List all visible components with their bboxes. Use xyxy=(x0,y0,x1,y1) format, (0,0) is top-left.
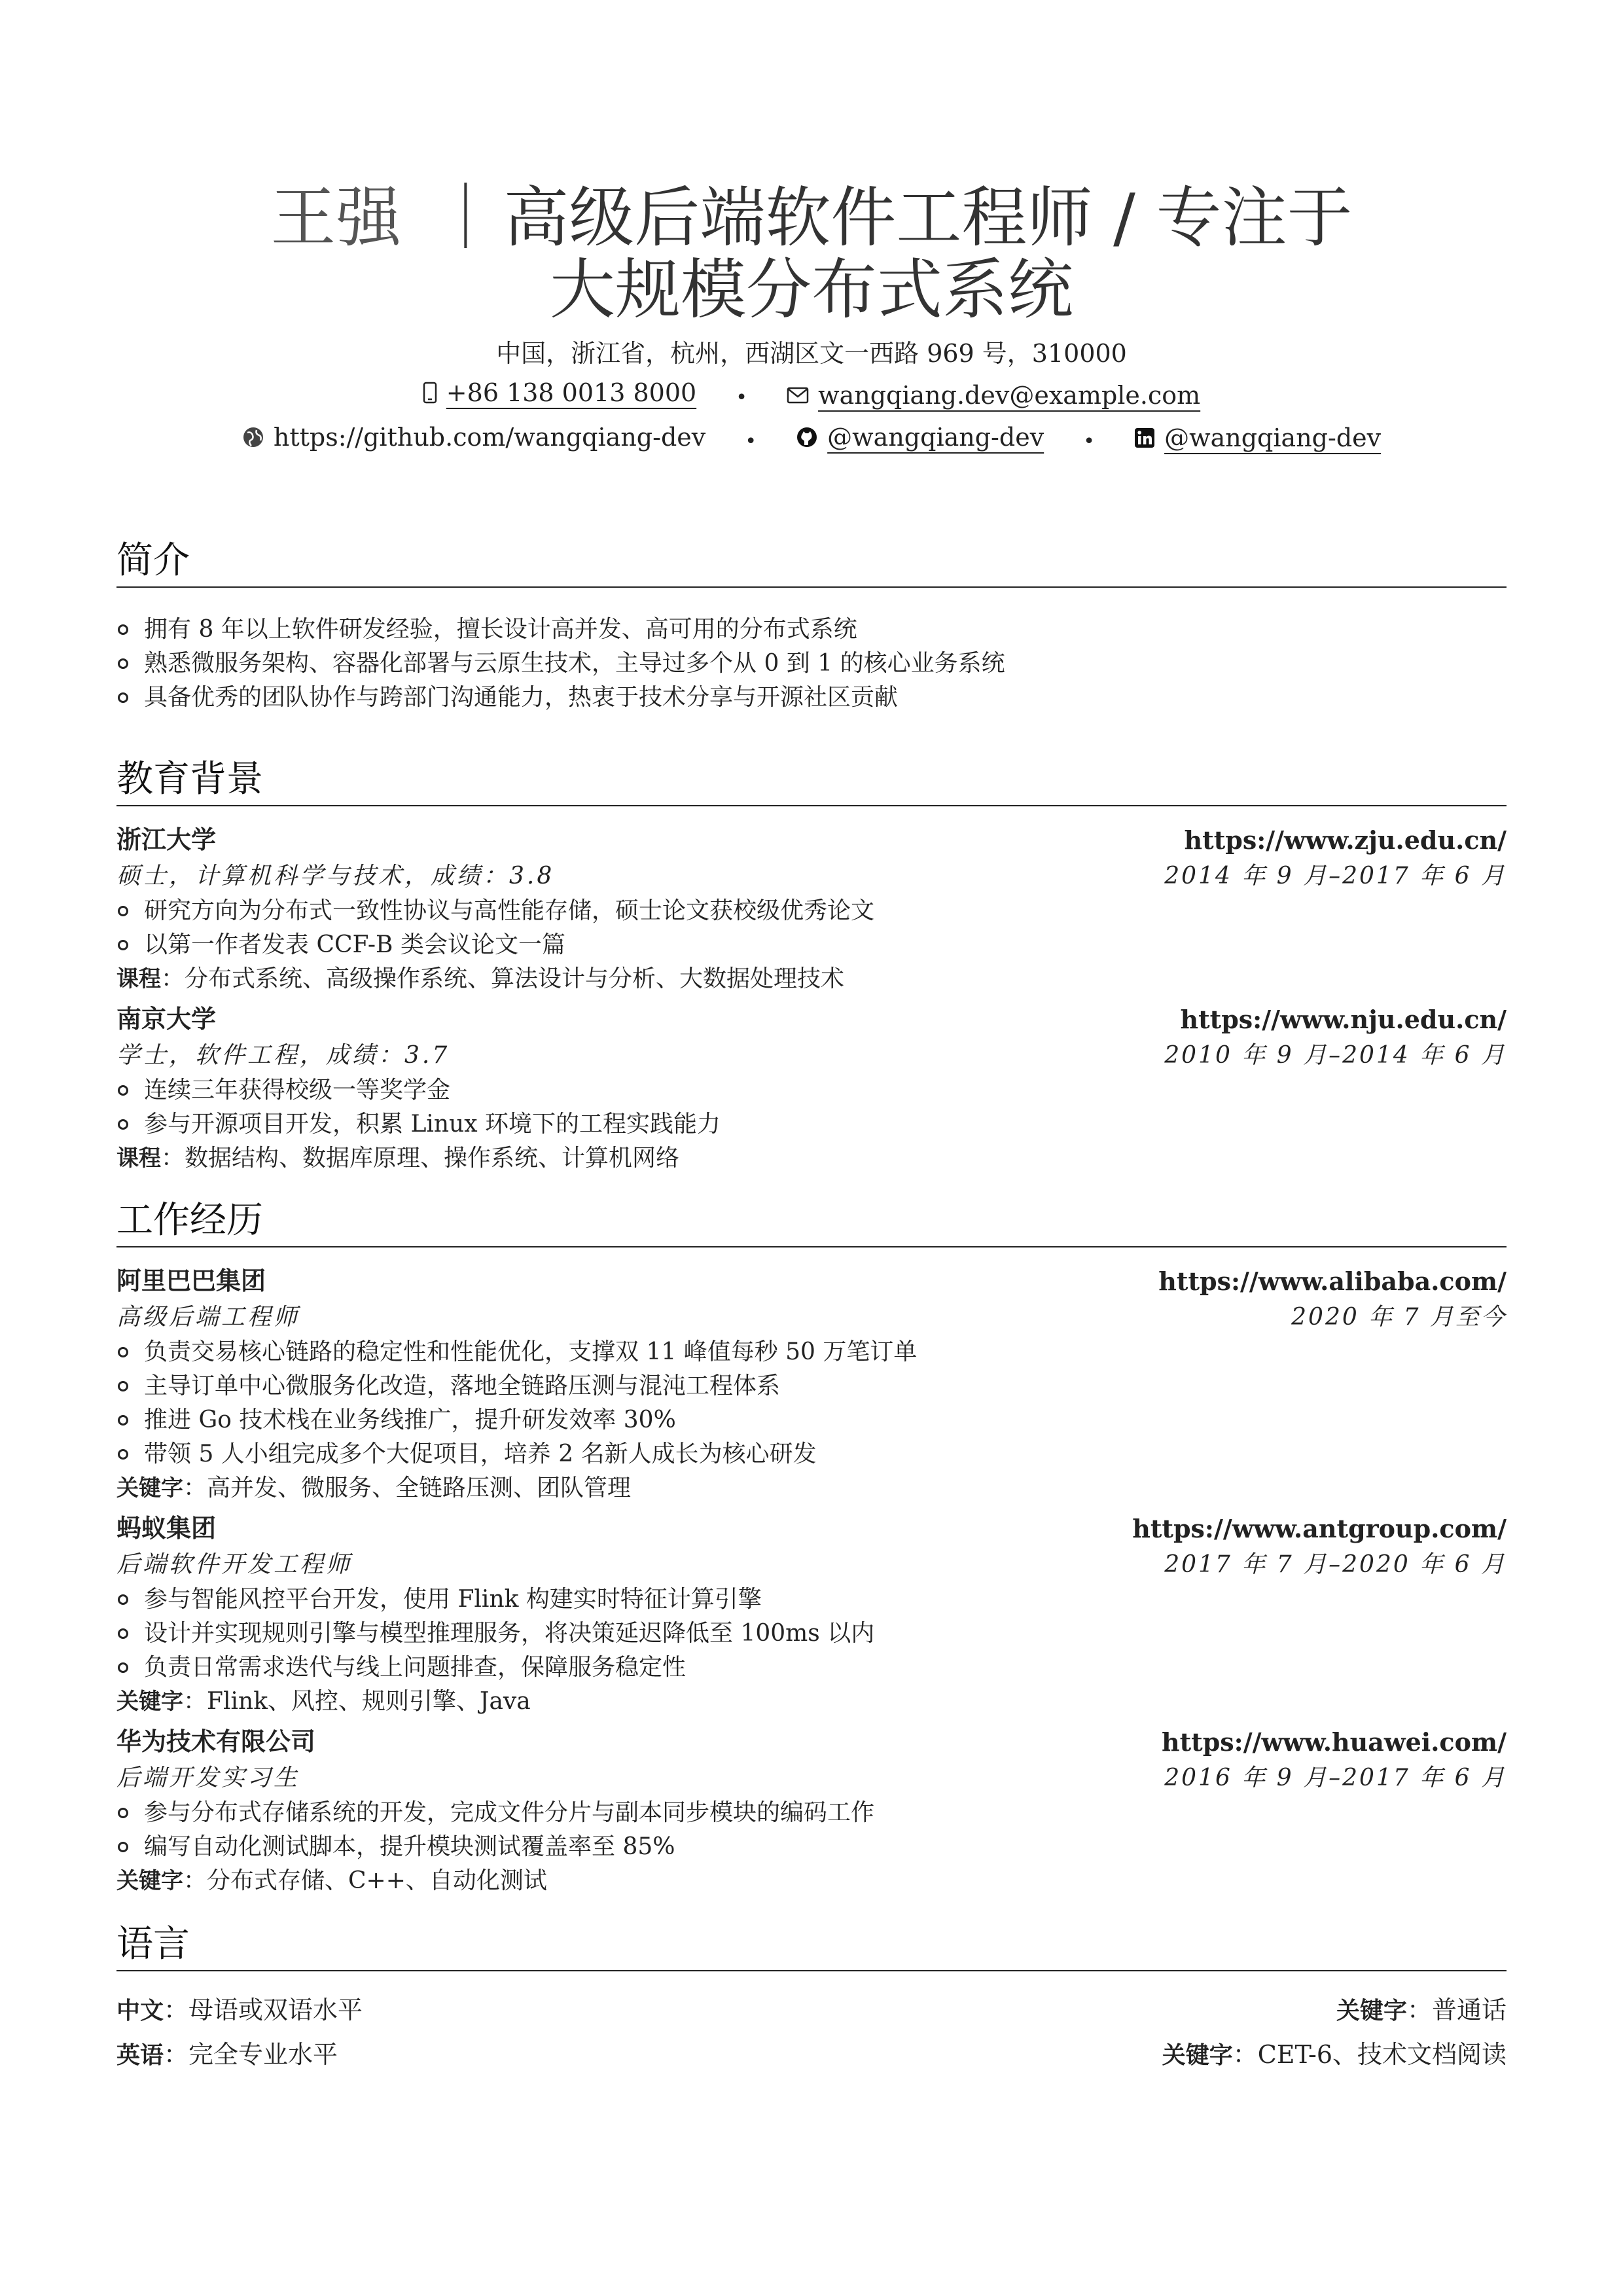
work-entry-antgroup xyxy=(116,1511,1507,1719)
degree-info xyxy=(116,1037,450,1073)
education-entry-zju xyxy=(116,822,1507,996)
list-item: 推进 Go 技术栈在业务线推广，提升研发效率 30% xyxy=(116,1403,1507,1437)
keyword-label: 关键字 xyxy=(116,1689,183,1715)
education-entry-nju xyxy=(116,1001,1507,1175)
phone-contact[interactable] xyxy=(423,373,696,412)
person-name: 王强 xyxy=(270,179,402,256)
section-title-summary: 简介 xyxy=(116,538,1507,588)
github-icon xyxy=(796,426,818,448)
list-item: 连续三年获得校级一等奖学金 xyxy=(116,1073,1507,1107)
gpa-value: 3.7 xyxy=(404,1042,450,1069)
keyword-line xyxy=(116,1685,1507,1719)
list-item: 以第一作者发表 CCF-B 类会议论文一篇 xyxy=(116,928,1507,962)
email-contact[interactable] xyxy=(787,376,1200,415)
date-range: 2020 年 7 月至今 xyxy=(1291,1304,1507,1331)
title-separator: ｜ xyxy=(433,179,499,256)
keyword-line xyxy=(116,1864,1507,1898)
keyword-label: 关键字 xyxy=(116,1868,183,1894)
keyword-line xyxy=(116,1471,1507,1505)
phone-icon xyxy=(423,382,437,404)
school-name: 南京大学 xyxy=(116,1005,217,1033)
header-title-line2: 大规模分布式系统 xyxy=(550,251,1073,328)
list-item: 编写自动化测试脚本，提升模块测试覆盖率至 85% xyxy=(116,1830,1507,1864)
list-item: 负责日常需求迭代与线上问题排查，保障服务稳定性 xyxy=(116,1651,1507,1685)
keyword-list: ：Flink、风控、规则引擎、Java xyxy=(183,1688,531,1715)
list-item: 主导订单中心微服务化改造，落地全链路压测与混沌工程体系 xyxy=(116,1369,1507,1403)
language-list xyxy=(116,1988,1507,2077)
language-keywords xyxy=(1162,2033,1507,2077)
keyword-list: ：分布式存储、C++、自动化测试 xyxy=(183,1867,547,1894)
language-row xyxy=(116,2033,1507,2077)
company-url[interactable]: https://www.huawei.com/ xyxy=(1161,1727,1507,1757)
header-title-line1 xyxy=(0,179,1623,256)
address: 中国，浙江省，杭州，西湖区文一西路 969 号，310000 xyxy=(496,339,1127,368)
keyword-label: 关键字 xyxy=(1336,1998,1407,2024)
section-title-languages: 语言 xyxy=(116,1922,1507,1971)
language-level-text: ：完全专业水平 xyxy=(164,2040,338,2069)
list-item: 具备优秀的团队协作与跨部门沟通能力，热衷于技术分享与开源社区贡献 xyxy=(116,681,1507,715)
email-address: wangqiang.dev@example.com xyxy=(818,381,1201,410)
summary-list xyxy=(116,613,1507,715)
linkedin-contact[interactable] xyxy=(1134,418,1381,457)
language-keywords xyxy=(1336,1988,1507,2033)
keyword-label: 关键字 xyxy=(1162,2042,1233,2069)
company-name: 蚂蚁集团 xyxy=(116,1514,217,1543)
work-entry-huawei xyxy=(116,1724,1507,1898)
keyword-list: ：高并发、微服务、全链路压测、团队管理 xyxy=(183,1475,632,1501)
list-item: 熟悉微服务架构、容器化部署与云原生技术，主导过多个从 0 到 1 的核心业务系统 xyxy=(116,647,1507,681)
company-name: 华为技术有限公司 xyxy=(116,1727,316,1756)
course-line xyxy=(116,962,1507,996)
list-item: 带领 5 人小组完成多个大促项目，培养 2 名新人成长为核心研发 xyxy=(116,1437,1507,1471)
company-name: 阿里巴巴集团 xyxy=(116,1266,266,1295)
linkedin-icon xyxy=(1134,427,1155,448)
list-item: 拥有 8 年以上软件研发经验，擅长设计高并发、高可用的分布式系统 xyxy=(116,613,1507,647)
github-contact[interactable] xyxy=(796,418,1044,457)
job-role: 后端开发实习生 xyxy=(116,1765,300,1791)
language-level-text: ：母语或双语水平 xyxy=(164,1996,363,2024)
date-range: 2014 年 9 月–2017 年 6 月 xyxy=(1164,863,1507,889)
date-range: 2017 年 7 月–2020 年 6 月 xyxy=(1164,1551,1507,1578)
list-item: 参与智能风控平台开发，使用 Flink 构建实时特征计算引擎 xyxy=(116,1583,1507,1617)
degree-text: 硕士，计算机科学与技术，成绩： xyxy=(116,863,510,889)
course-label: 课程 xyxy=(116,966,161,992)
list-item: 设计并实现规则引擎与模型推理服务，将决策延迟降低至 100ms 以内 xyxy=(116,1617,1507,1651)
course-line xyxy=(116,1141,1507,1175)
linkedin-handle: @wangqiang-dev xyxy=(1164,423,1382,452)
work-entry-alibaba xyxy=(116,1263,1507,1505)
separator-dot: • xyxy=(736,386,747,409)
separator-dot: • xyxy=(1083,430,1095,453)
language-level xyxy=(116,1988,363,2033)
separator-dot: • xyxy=(745,430,757,453)
contact-line-2 xyxy=(0,418,1623,462)
phone-number: +86 138 0013 8000 xyxy=(446,378,697,407)
degree-info xyxy=(116,858,554,894)
degree-text: 学士，软件工程，成绩： xyxy=(116,1042,405,1069)
list-item: 研究方向为分布式一致性协议与高性能存储，硕士论文获校级优秀论文 xyxy=(116,894,1507,928)
keyword-list: ：普通话 xyxy=(1406,1996,1507,2024)
list-item: 负责交易核心链路的稳定性和性能优化，支撑双 11 峰值每秒 50 万笔订单 xyxy=(116,1335,1507,1369)
course-label: 课程 xyxy=(116,1145,161,1172)
language-name: 英语 xyxy=(116,2042,164,2069)
course-list: ：数据结构、数据库原理、操作系统、计算机网络 xyxy=(161,1145,680,1172)
contact-line-1 xyxy=(0,373,1623,418)
company-url[interactable]: https://www.alibaba.com/ xyxy=(1158,1266,1507,1296)
school-url[interactable]: https://www.zju.edu.cn/ xyxy=(1184,825,1507,855)
gpa-value: 3.8 xyxy=(509,863,555,889)
section-title-education: 教育背景 xyxy=(116,757,1507,806)
date-range: 2016 年 9 月–2017 年 6 月 xyxy=(1164,1765,1507,1791)
school-name: 浙江大学 xyxy=(116,825,217,854)
course-list: ：分布式系统、高级操作系统、算法设计与分析、大数据处理技术 xyxy=(161,965,845,992)
company-url[interactable]: https://www.antgroup.com/ xyxy=(1132,1514,1507,1543)
website-contact[interactable] xyxy=(242,418,705,457)
language-level xyxy=(116,2033,338,2077)
school-url[interactable]: https://www.nju.edu.cn/ xyxy=(1180,1005,1507,1034)
github-handle: @wangqiang-dev xyxy=(827,422,1044,452)
resume-header xyxy=(0,179,1623,461)
date-range: 2010 年 9 月–2014 年 6 月 xyxy=(1164,1042,1507,1069)
keyword-list: ：CET-6、技术文档阅读 xyxy=(1232,2040,1507,2069)
list-item: 参与开源项目开发，积累 Linux 环境下的工程实践能力 xyxy=(116,1107,1507,1141)
job-title: 高级后端软件工程师 / 专注于 xyxy=(503,179,1353,256)
list-item: 参与分布式存储系统的开发，完成文件分片与副本同步模块的编码工作 xyxy=(116,1796,1507,1830)
job-role: 高级后端工程师 xyxy=(116,1304,300,1331)
language-row xyxy=(116,1988,1507,2033)
language-name: 中文 xyxy=(116,1998,164,2024)
website-url: https://github.com/wangqiang-dev xyxy=(273,422,706,452)
job-role: 后端软件开发工程师 xyxy=(116,1551,353,1578)
section-title-work: 工作经历 xyxy=(116,1198,1507,1247)
email-icon xyxy=(787,387,809,404)
keyword-label: 关键字 xyxy=(116,1475,183,1501)
globe-icon xyxy=(242,426,264,448)
